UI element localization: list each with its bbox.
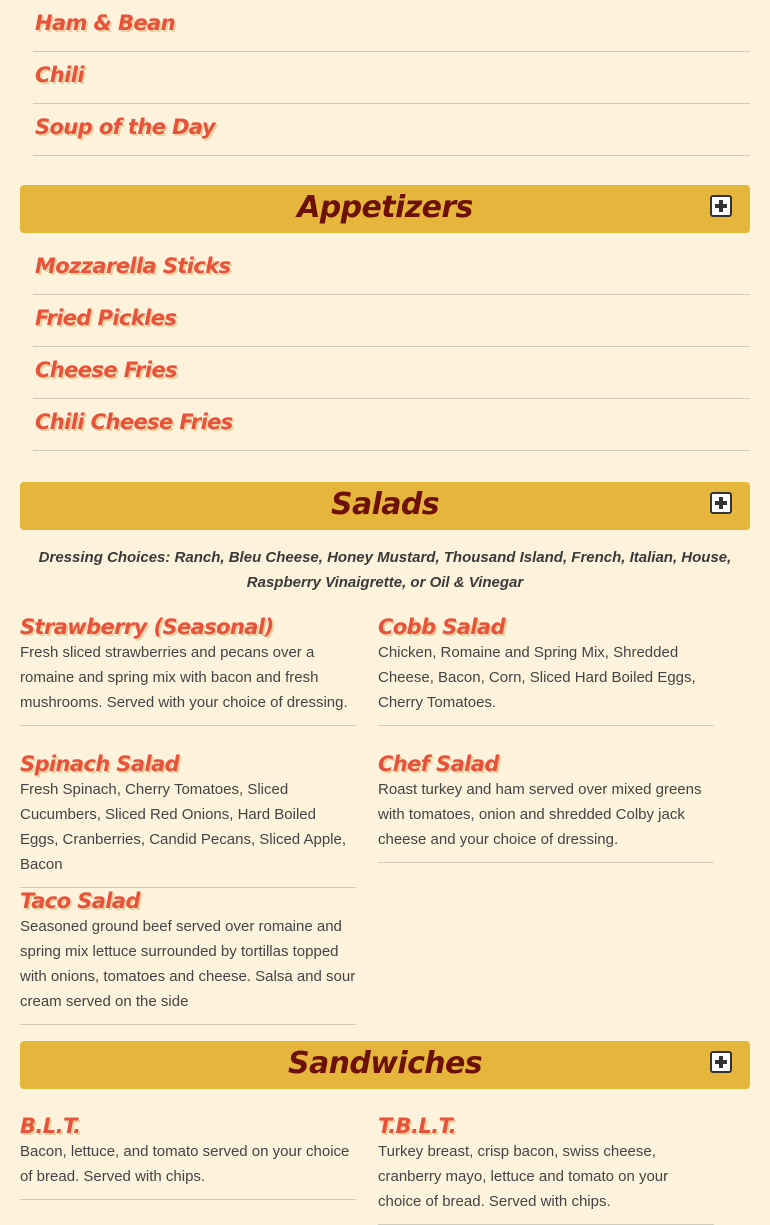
sandwich-card[interactable] xyxy=(378,1114,714,1225)
salad-card[interactable] xyxy=(378,615,714,726)
item-description: Turkey breast, crisp bacon, swiss cheese, cranberry mayo, lettuce and tomato on your choice of bread. Served with chips. xyxy=(378,1143,669,1210)
dressing-choices xyxy=(20,545,750,595)
item-name: Chef Salad xyxy=(378,752,499,776)
salad-card[interactable] xyxy=(20,752,356,888)
divider xyxy=(20,1199,356,1200)
item-name: Soup of the Day xyxy=(35,115,215,139)
item-name: Taco Salad xyxy=(20,889,140,913)
item-name: Fried Pickles xyxy=(35,306,177,330)
salad-card[interactable] xyxy=(20,889,356,1025)
salads-section-header[interactable] xyxy=(20,482,750,530)
dressing-line: Dressing Choices: Ranch, Bleu Cheese, Honey Mustard, Thousand Island, French, Italian, House, xyxy=(38,549,732,566)
dressing-line: Raspberry Vinaigrette, or Oil & Vinegar xyxy=(246,574,524,591)
list-item[interactable] xyxy=(33,52,750,104)
item-name: Ham & Bean xyxy=(35,11,175,35)
list-item[interactable] xyxy=(33,0,750,52)
divider xyxy=(20,725,356,726)
section-title: Sandwiches xyxy=(287,1046,483,1081)
item-description: Fresh sliced strawberries and pecans over a romaine and spring mix with bacon and fresh mushrooms. Served with your choice of dressing. xyxy=(20,644,348,711)
list-item[interactable] xyxy=(33,399,750,451)
divider xyxy=(378,725,714,726)
salad-card[interactable] xyxy=(20,615,356,726)
soup-list xyxy=(33,0,750,156)
list-item[interactable] xyxy=(33,243,750,295)
item-name: Spinach Salad xyxy=(20,752,180,776)
divider xyxy=(20,1024,356,1025)
salad-card[interactable] xyxy=(378,752,714,863)
item-description: Fresh Spinach, Cherry Tomatoes, Sliced Cucumbers, Sliced Red Onions, Hard Boiled Eggs, Cranberries, Candid Pecans, Sliced Apple, Bacon xyxy=(20,781,347,873)
item-name: B.L.T. xyxy=(20,1114,81,1138)
appetizers-section-header[interactable] xyxy=(20,185,750,233)
divider xyxy=(20,887,356,888)
item-name: Chili Cheese Fries xyxy=(35,410,233,434)
item-name: Cobb Salad xyxy=(378,615,505,639)
item-description: Chicken, Romaine and Spring Mix, Shredded Cheese, Bacon, Corn, Sliced Hard Boiled Eggs, Cherry Tomatoes. xyxy=(378,644,696,711)
item-description: Roast turkey and ham served over mixed greens with tomatoes, onion and shredded Colby jack cheese and your choice of dressing. xyxy=(378,781,702,848)
item-name: Strawberry (Seasonal) xyxy=(20,615,274,639)
list-item[interactable] xyxy=(33,104,750,156)
plus-square-icon[interactable] xyxy=(710,492,732,514)
plus-square-icon[interactable] xyxy=(710,195,732,217)
list-item[interactable] xyxy=(33,295,750,347)
list-item[interactable] xyxy=(33,347,750,399)
item-description: Bacon, lettuce, and tomato served on your choice of bread. Served with chips. xyxy=(20,1143,350,1185)
item-name: Chili xyxy=(35,63,84,87)
section-title: Salads xyxy=(330,487,440,522)
item-description: Seasoned ground beef served over romaine and spring mix lettuce surrounded by tortillas topped with onions, tomatoes and cheese. Salsa and sour cream served on the side xyxy=(20,918,356,1010)
divider xyxy=(378,862,714,863)
section-title: Appetizers xyxy=(297,190,473,225)
item-name: Cheese Fries xyxy=(35,358,178,382)
item-name: T.B.L.T. xyxy=(378,1114,457,1138)
item-name: Mozzarella Sticks xyxy=(35,254,231,278)
sandwich-card[interactable] xyxy=(20,1114,356,1200)
plus-square-icon[interactable] xyxy=(710,1051,732,1073)
sandwiches-section-header[interactable] xyxy=(20,1041,750,1089)
appetizer-list xyxy=(33,243,750,451)
